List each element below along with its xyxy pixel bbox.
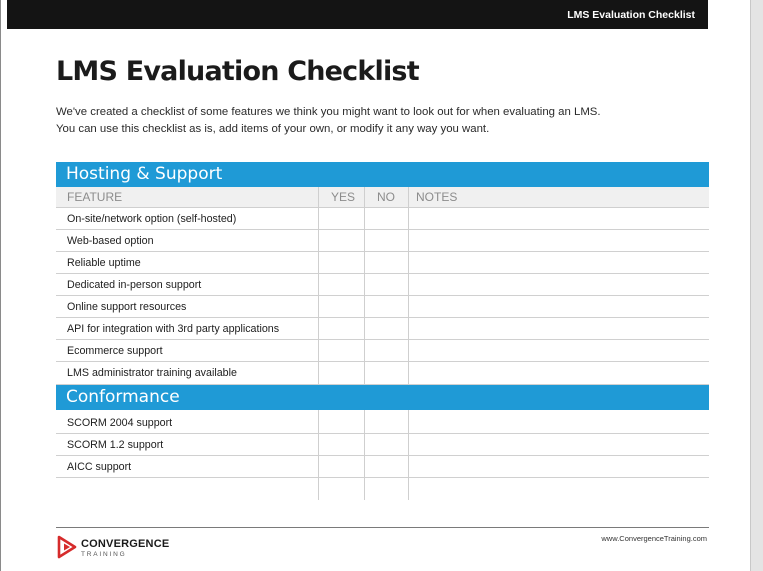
checklist-row xyxy=(56,252,709,274)
column-divider-notes xyxy=(408,410,409,500)
top-bar-title: LMS Evaluation Checklist xyxy=(567,9,695,21)
section-header-conformance: Conformance xyxy=(56,385,709,410)
checklist-row xyxy=(56,434,709,456)
feature-label: Web-based option xyxy=(67,235,154,247)
page-title: LMS Evaluation Checklist xyxy=(56,56,419,87)
column-divider-no xyxy=(364,187,365,384)
checklist-row xyxy=(56,274,709,296)
column-header-row xyxy=(56,187,709,208)
intro-line-2: You can use this checklist as is, add items of your own, or modify it any way you want. xyxy=(56,123,490,135)
checklist-row xyxy=(56,362,709,385)
intro-text xyxy=(56,104,601,138)
checklist-row xyxy=(56,340,709,362)
feature-label: Online support resources xyxy=(67,301,187,313)
feature-label: AICC support xyxy=(67,461,132,473)
column-header-yes: YES xyxy=(331,190,356,204)
checklist-row xyxy=(56,456,709,478)
checklist-row xyxy=(56,412,709,434)
feature-label: LMS administrator training available xyxy=(67,367,237,379)
logo-subtitle: TRAINING xyxy=(81,551,127,558)
column-divider-yes xyxy=(318,187,319,384)
checklist-row-empty xyxy=(56,478,709,500)
footer-url: www.ConvergenceTraining.com xyxy=(601,534,707,543)
column-divider-notes xyxy=(408,187,409,384)
column-divider-no xyxy=(364,410,365,500)
section-header-hosting-support: Hosting & Support xyxy=(56,162,709,187)
feature-label: SCORM 1.2 support xyxy=(67,439,164,451)
column-header-notes: NOTES xyxy=(416,190,458,204)
footer-divider xyxy=(56,527,709,528)
column-header-feature: FEATURE xyxy=(67,190,123,204)
feature-label: Dedicated in-person support xyxy=(67,279,202,291)
top-bar xyxy=(7,0,708,29)
feature-label: API for integration with 3rd party applications xyxy=(67,323,280,335)
feature-label: Reliable uptime xyxy=(67,257,141,269)
column-divider-yes xyxy=(318,410,319,500)
checklist-row xyxy=(56,318,709,340)
column-header-no: NO xyxy=(377,190,395,204)
company-logo xyxy=(56,533,186,561)
feature-label: SCORM 2004 support xyxy=(67,417,173,429)
checklist-row xyxy=(56,296,709,318)
checklist-row xyxy=(56,208,709,230)
intro-line-1: We've created a checklist of some features we think you might want to look out for when evaluating an LMS. xyxy=(56,106,601,118)
logo-name: CONVERGENCE xyxy=(81,538,170,550)
checklist-row xyxy=(56,230,709,252)
feature-label: On-site/network option (self-hosted) xyxy=(67,213,237,225)
feature-label: Ecommerce support xyxy=(67,345,163,357)
convergence-logo-icon xyxy=(56,535,78,559)
